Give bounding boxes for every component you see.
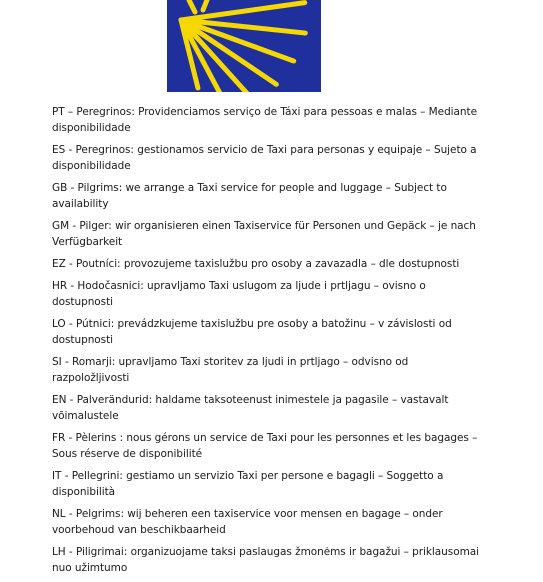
entry-nl: NL - Pelgrims: wij beheren een taxiservice voor mensen en bagage – onder voorbehoud van beschikbaarheid — [52, 508, 443, 536]
camino-scallop-shell-logo — [167, 0, 321, 92]
entry-si: SI - Romarji: upravljamo Taxi storitev za ljudi in prtljago – odvisno od razpoložljivosti — [52, 356, 409, 384]
entry-en: EN - Palverändurid: haldame taksoteenust inimestele ja pagasile – vastavalt võimalustele — [52, 394, 449, 422]
entry-fr: FR - Pèlerins : nous gérons un service de Taxi pour les personnes et les bagages – Sous réserve de disponibilité — [52, 432, 478, 460]
language-entries — [52, 104, 482, 582]
entry-lo: LO - Pútnici: prevádzkujeme taxislužbu pre osoby a batožinu – v závislosti od dostupnosti — [52, 318, 452, 346]
shell-ray — [181, 3, 305, 20]
shell-edge — [203, 0, 207, 10]
entry-hr: HR - Hodočasnici: upravljamo Taxi uslugom za ljude i prtljagu – ovisno o dostupnosti — [52, 280, 426, 308]
entry-gb: GB - Pilgrims: we arrange a Taxi service for people and luggage – Subject to availability — [52, 182, 447, 210]
entry-ez: EZ - Poutníci: provozujeme taxislužbu pro osoby a zavazadla – dle dostupnosti — [52, 258, 460, 270]
entry-es: ES - Peregrinos: gestionamos servicio de Taxi para personas y equipaje – Sujeto a disponibilidade — [52, 144, 477, 172]
shell-edge — [189, 0, 195, 12]
scallop-shell-icon — [167, 0, 321, 92]
entry-gm: GM - Pilger: wir organisieren einen Taxiservice für Personen und Gepäck – je nach Verfügbarkeit — [52, 220, 476, 248]
entry-it: IT - Pellegrini: gestiamo un servizio Taxi per persone e bagagli – Soggetto a disponibilità — [52, 470, 444, 498]
entry-pt: PT – Peregrinos: Providenciamos serviço de Táxi para pessoas e malas – Mediante disponibilidade — [52, 106, 478, 134]
entry-lh: LH - Piligrimai: organizuojame taksi paslaugas žmonėms ir bagažui – priklausomai nuo užimtumo — [52, 546, 480, 574]
